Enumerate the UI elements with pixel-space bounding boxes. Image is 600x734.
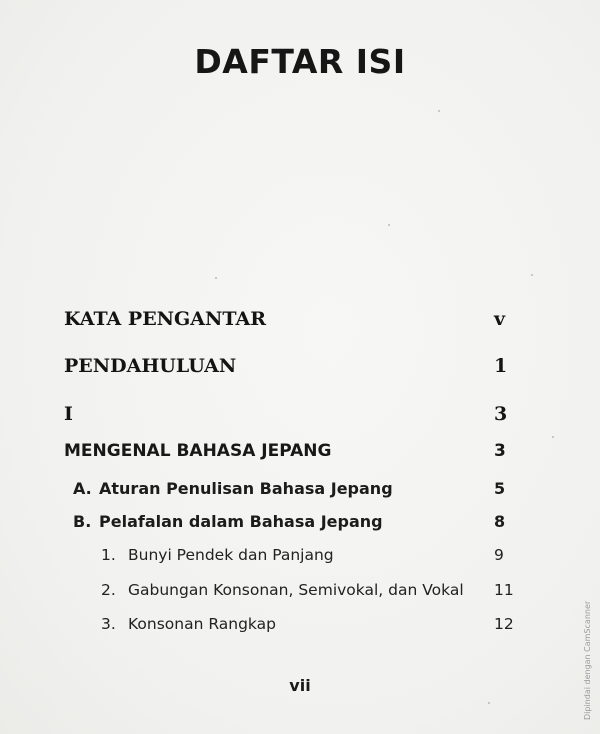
toc-entry-page: 3 <box>494 403 508 425</box>
toc-entry-label: Konsonan Rangkap <box>128 615 276 633</box>
toc-entry-page: 3 <box>494 441 506 461</box>
toc-entry <box>0 512 600 546</box>
toc-entry-marker: 3. <box>101 615 116 633</box>
toc-entry <box>0 546 600 580</box>
toc-entry-marker: 2. <box>101 581 116 599</box>
toc-entry <box>0 441 600 475</box>
scan-speck <box>488 702 490 704</box>
toc-entry-page: 8 <box>494 512 506 531</box>
toc-entry <box>0 308 600 342</box>
scan-speck <box>388 224 390 226</box>
toc-entry <box>0 581 600 615</box>
toc-entry <box>0 355 600 389</box>
toc-entry-label: Aturan Penulisan Bahasa Jepang <box>99 479 393 498</box>
toc-entry <box>0 479 600 513</box>
toc-entry-page: 9 <box>494 546 504 564</box>
toc-entry-label: MENGENAL BAHASA JEPANG <box>64 441 332 461</box>
toc-entry-label: Bunyi Pendek dan Panjang <box>128 546 334 564</box>
scanner-watermark: Dipindai dengan CamScanner <box>583 600 592 720</box>
toc-entry-page: v <box>494 308 506 330</box>
toc-entry-label: Pelafalan dalam Bahasa Jepang <box>99 512 383 531</box>
toc-entry-marker: A. <box>73 479 92 498</box>
toc-entry-page: 5 <box>494 479 506 498</box>
scan-speck <box>552 436 554 438</box>
toc-entry-page: 11 <box>494 581 514 599</box>
toc-entry-label: Gabungan Konsonan, Semivokal, dan Vokal <box>128 581 464 599</box>
page-number: vii <box>289 676 311 695</box>
toc-entry-page: 1 <box>494 355 508 377</box>
toc-entry-marker: 1. <box>101 546 116 564</box>
toc-entry-label: I <box>64 403 73 425</box>
scan-speck <box>438 110 440 112</box>
toc-entry <box>0 615 600 649</box>
toc-entry-marker: B. <box>73 512 92 531</box>
page-title: DAFTAR ISI <box>194 42 406 81</box>
toc-entry <box>0 403 600 437</box>
toc-entry-page: 12 <box>494 615 514 633</box>
toc-entry-label: KATA PENGANTAR <box>64 308 267 330</box>
scan-speck <box>215 277 217 279</box>
scan-speck <box>531 274 533 276</box>
toc-entry-label: PENDAHULUAN <box>64 355 237 377</box>
